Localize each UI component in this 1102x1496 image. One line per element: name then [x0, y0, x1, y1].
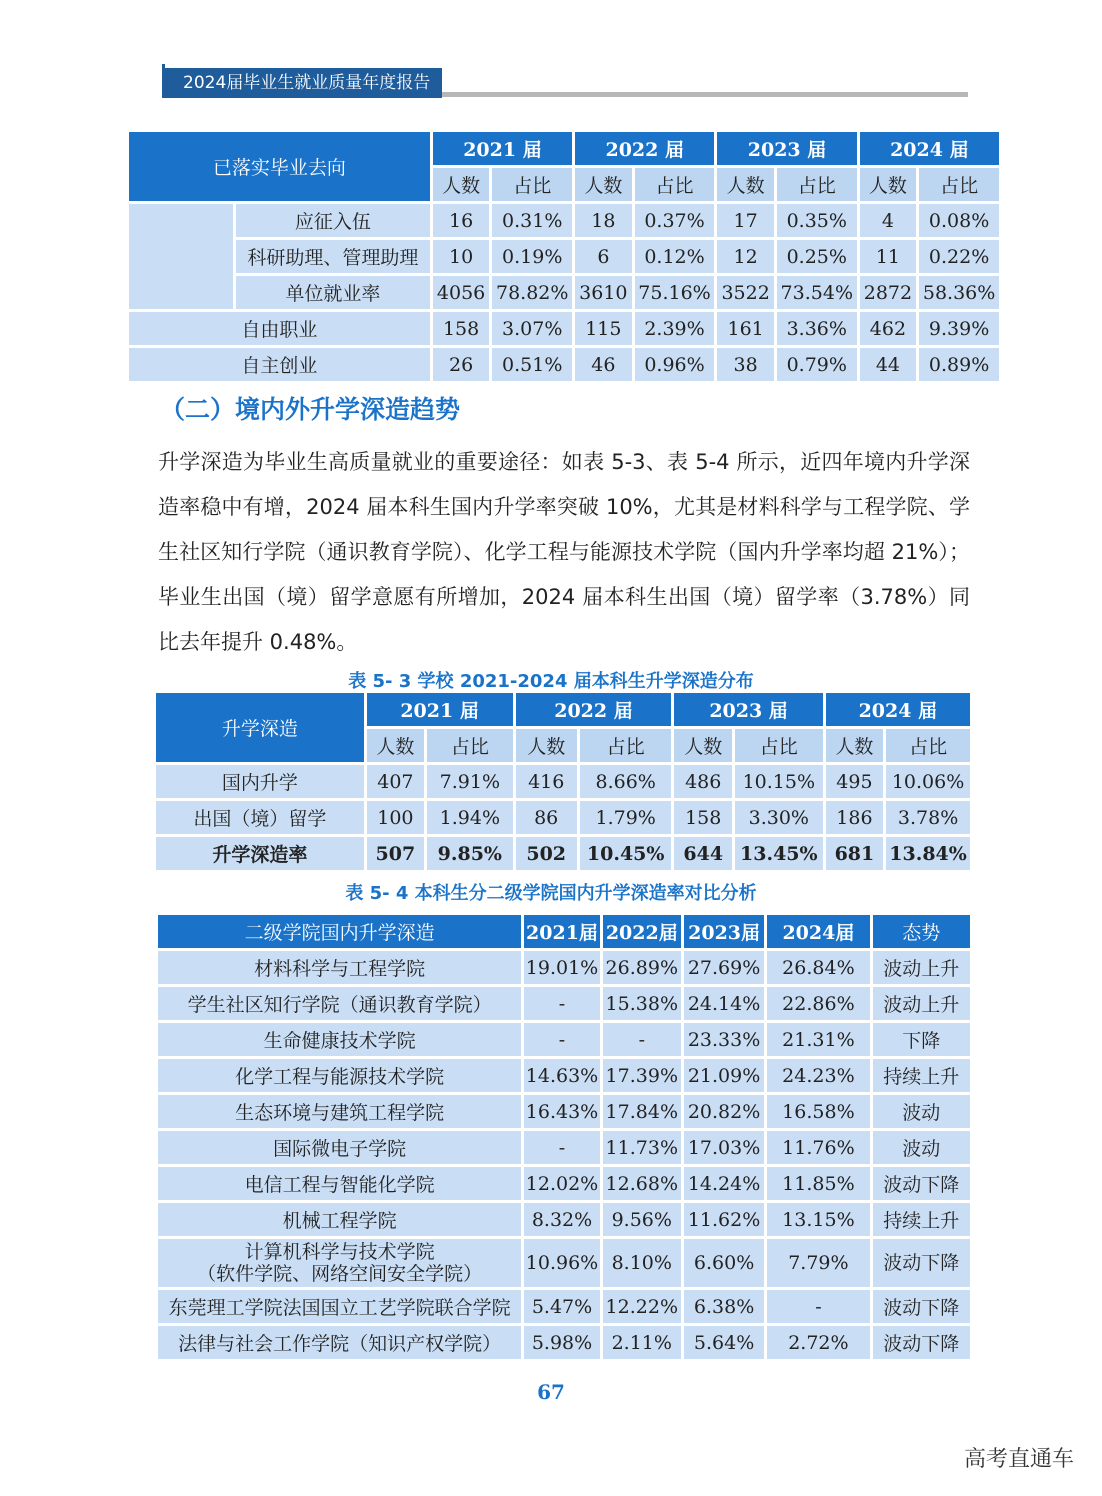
value-cell: 0.25% — [777, 240, 857, 273]
value-cell: 46 — [575, 348, 632, 381]
value-cell: 0.96% — [635, 348, 715, 381]
value-cell: 1.79% — [580, 801, 672, 834]
value-cell: 13.45% — [735, 837, 823, 870]
college-name — [158, 1131, 521, 1164]
count-header: 人数 — [674, 729, 731, 762]
trend-cell: 波动上升 — [873, 951, 970, 984]
year-header: 2021 届 — [433, 132, 572, 165]
value-cell: 161 — [717, 312, 774, 345]
college-name-line: 电信工程与智能化学院 — [244, 1174, 435, 1196]
table-row — [156, 801, 970, 834]
table-corner: 升学深造 — [156, 693, 364, 762]
rate-cell: - — [767, 1290, 869, 1323]
college-name-line: 国际微电子学院 — [273, 1138, 407, 1160]
value-cell: 115 — [575, 312, 632, 345]
value-cell: 0.79% — [777, 348, 857, 381]
trend-cell: 持续上升 — [873, 1203, 970, 1236]
value-cell: 10 — [433, 240, 490, 273]
college-name — [158, 1095, 521, 1128]
value-cell: 0.37% — [635, 204, 715, 237]
rate-cell: 14.63% — [524, 1059, 599, 1092]
rate-cell: 6.60% — [684, 1239, 764, 1287]
rate-cell: 22.86% — [767, 987, 869, 1020]
rate-cell: 19.01% — [524, 951, 599, 984]
table-row — [158, 987, 970, 1020]
value-cell: 75.16% — [635, 276, 715, 309]
value-cell: 3522 — [717, 276, 774, 309]
rate-cell: 24.23% — [767, 1059, 869, 1092]
column-header: 2022届 — [603, 915, 681, 948]
row-label: 升学深造率 — [156, 837, 364, 870]
total-row — [156, 837, 970, 870]
ratio-header: 占比 — [580, 729, 672, 762]
count-header: 人数 — [826, 729, 883, 762]
value-cell: 0.51% — [492, 348, 572, 381]
college-name — [158, 1290, 521, 1323]
college-name-line: （软件学院、网络空间安全学院） — [197, 1263, 483, 1285]
row-label: 单位就业率 — [236, 276, 430, 309]
rate-cell: 13.15% — [767, 1203, 869, 1236]
college-name — [158, 1059, 521, 1092]
value-cell: 7.91% — [427, 765, 512, 798]
value-cell: 158 — [674, 801, 731, 834]
watermark: 高考直通车 — [963, 1447, 1074, 1472]
trend-cell: 波动下降 — [873, 1290, 970, 1323]
value-cell: 1.94% — [427, 801, 512, 834]
table-caption: 表 5- 4 本科生分二级学院国内升学深造率对比分析 — [345, 883, 757, 904]
table-row — [129, 348, 999, 381]
rate-cell: 5.64% — [684, 1326, 764, 1359]
table-row — [158, 1239, 970, 1287]
value-cell: 158 — [433, 312, 490, 345]
rate-cell: 24.14% — [684, 987, 764, 1020]
count-header: 人数 — [367, 729, 424, 762]
college-name-line: 法律与社会工作学院（知识产权学院） — [178, 1333, 502, 1355]
table-row — [129, 312, 999, 345]
college-name-line: 东莞理工学院法国国立工艺学院联合学院 — [168, 1297, 511, 1319]
ratio-header: 占比 — [735, 729, 823, 762]
trend-cell: 波动 — [873, 1095, 970, 1128]
table-row — [158, 951, 970, 984]
college-name — [158, 1023, 521, 1056]
value-cell: 644 — [674, 837, 731, 870]
year-header: 2024 届 — [860, 132, 999, 165]
value-cell: 38 — [717, 348, 774, 381]
college-name-line: 生态环境与建筑工程学院 — [235, 1102, 445, 1124]
value-cell: 18 — [575, 204, 632, 237]
trend-cell: 波动下降 — [873, 1167, 970, 1200]
page-number: 67 — [537, 1380, 565, 1404]
rate-cell: - — [524, 1023, 599, 1056]
ratio-header: 占比 — [427, 729, 512, 762]
row-label: 科研助理、管理助理 — [236, 240, 430, 273]
value-cell: 16 — [433, 204, 490, 237]
table-row — [158, 1167, 970, 1200]
table-corner: 已落实毕业去向 — [129, 132, 430, 201]
value-cell: 12 — [717, 240, 774, 273]
value-cell: 0.22% — [919, 240, 999, 273]
row-label: 自由职业 — [129, 312, 430, 345]
value-cell: 3610 — [575, 276, 632, 309]
rate-cell: 21.09% — [684, 1059, 764, 1092]
rate-cell: 26.84% — [767, 951, 869, 984]
value-cell: 416 — [516, 765, 577, 798]
rate-cell: 17.39% — [603, 1059, 681, 1092]
value-cell: 3.78% — [886, 801, 970, 834]
rate-cell: 21.31% — [767, 1023, 869, 1056]
value-cell: 13.84% — [886, 837, 970, 870]
rate-cell: 27.69% — [684, 951, 764, 984]
rate-cell: 11.76% — [767, 1131, 869, 1164]
value-cell: 9.85% — [427, 837, 512, 870]
value-cell: 26 — [433, 348, 490, 381]
table-row — [129, 204, 999, 237]
count-header: 人数 — [516, 729, 577, 762]
column-header: 2021届 — [524, 915, 599, 948]
rate-cell: 6.38% — [684, 1290, 764, 1323]
rate-cell: 5.47% — [524, 1290, 599, 1323]
rate-cell: 17.03% — [684, 1131, 764, 1164]
ratio-header: 占比 — [886, 729, 970, 762]
value-cell: 44 — [860, 348, 917, 381]
value-cell: 0.19% — [492, 240, 572, 273]
rate-cell: 14.24% — [684, 1167, 764, 1200]
value-cell: 9.39% — [919, 312, 999, 345]
ratio-header: 占比 — [635, 168, 715, 201]
rate-cell: - — [524, 1131, 599, 1164]
year-header: 2023 届 — [674, 693, 822, 726]
table-row — [158, 1326, 970, 1359]
college-name-line: 机械工程学院 — [282, 1210, 397, 1232]
value-cell: 10.45% — [580, 837, 672, 870]
college-name — [158, 1203, 521, 1236]
further-study-table — [153, 690, 973, 873]
rate-cell: 12.02% — [524, 1167, 599, 1200]
rate-cell: 11.62% — [684, 1203, 764, 1236]
table-caption: 表 5- 3 学校 2021-2024 届本科生升学深造分布 — [348, 671, 754, 692]
value-cell: 681 — [826, 837, 883, 870]
ratio-header: 占比 — [919, 168, 999, 201]
value-cell: 8.66% — [580, 765, 672, 798]
row-label: 出国（境）留学 — [156, 801, 364, 834]
table-row — [129, 240, 999, 273]
college-name — [158, 987, 521, 1020]
trend-cell: 波动上升 — [873, 987, 970, 1020]
ratio-header: 占比 — [777, 168, 857, 201]
college-name — [158, 951, 521, 984]
value-cell: 100 — [367, 801, 424, 834]
count-header: 人数 — [433, 168, 490, 201]
value-cell: 86 — [516, 801, 577, 834]
value-cell: 6 — [575, 240, 632, 273]
trend-cell: 波动下降 — [873, 1326, 970, 1359]
year-header: 2024 届 — [826, 693, 970, 726]
college-name-line: 生命健康技术学院 — [263, 1030, 416, 1052]
value-cell: 58.36% — [919, 276, 999, 309]
value-cell: 0.89% — [919, 348, 999, 381]
college-name — [158, 1239, 521, 1287]
header-title: 2024届毕业生就业质量年度报告 — [162, 68, 442, 98]
column-header: 2023届 — [684, 915, 764, 948]
trend-cell: 下降 — [873, 1023, 970, 1056]
rate-cell: 23.33% — [684, 1023, 764, 1056]
value-cell: 4 — [860, 204, 917, 237]
value-cell: 486 — [674, 765, 731, 798]
group-cell — [129, 204, 233, 309]
section-title: （二）境内外升学深造趋势 — [160, 395, 461, 424]
value-cell: 17 — [717, 204, 774, 237]
year-header: 2023 届 — [717, 132, 856, 165]
year-header: 2022 届 — [575, 132, 714, 165]
table-row — [158, 1290, 970, 1323]
value-cell: 3.30% — [735, 801, 823, 834]
row-label: 自主创业 — [129, 348, 430, 381]
column-header: 2024届 — [767, 915, 869, 948]
rate-cell: 26.89% — [603, 951, 681, 984]
rate-cell: 16.58% — [767, 1095, 869, 1128]
college-name-line: 化学工程与能源技术学院 — [235, 1066, 445, 1088]
trend-cell: 波动 — [873, 1131, 970, 1164]
value-cell: 11 — [860, 240, 917, 273]
table-row — [158, 1131, 970, 1164]
value-cell: 2.39% — [635, 312, 715, 345]
value-cell: 0.12% — [635, 240, 715, 273]
table-row — [158, 1095, 970, 1128]
count-header: 人数 — [575, 168, 632, 201]
rate-cell: 8.32% — [524, 1203, 599, 1236]
value-cell: 78.82% — [492, 276, 572, 309]
rate-cell: 2.72% — [767, 1326, 869, 1359]
college-comparison-table — [155, 912, 973, 1362]
rate-cell: 12.68% — [603, 1167, 681, 1200]
count-header: 人数 — [717, 168, 774, 201]
value-cell: 3.36% — [777, 312, 857, 345]
value-cell: 495 — [826, 765, 883, 798]
rate-cell: 5.98% — [524, 1326, 599, 1359]
value-cell: 0.08% — [919, 204, 999, 237]
trend-cell: 波动下降 — [873, 1239, 970, 1287]
rate-cell: 16.43% — [524, 1095, 599, 1128]
rate-cell: 9.56% — [603, 1203, 681, 1236]
count-header: 人数 — [860, 168, 917, 201]
college-name-line: 学生社区知行学院（通识教育学院） — [187, 994, 492, 1016]
rate-cell: 2.11% — [603, 1326, 681, 1359]
section-paragraph: 升学深造为毕业生高质量就业的重要途径：如表 5-3、表 5-4 所示，近四年境内升学深造率稳中有增，2024 届本科生国内升学率突破 10%，尤其是材料科学与工程学院、学生社区知行学院（通识教育学院）、化学工程与能源技术学院（国内升学率均超 21%）；毕业生出国（境）留学意愿有所增加，2024 届本科生出国（境）留学率（3.78%）同比去年提升 0.48%。 — [158, 450, 970, 654]
rate-cell: 11.73% — [603, 1131, 681, 1164]
table-row — [158, 1059, 970, 1092]
rate-cell: 7.79% — [767, 1239, 869, 1287]
value-cell: 507 — [367, 837, 424, 870]
report-header — [162, 68, 968, 98]
college-name-line: 材料科学与工程学院 — [254, 958, 426, 980]
table-row — [158, 1023, 970, 1056]
value-cell: 2872 — [860, 276, 917, 309]
rate-cell: 12.22% — [603, 1290, 681, 1323]
row-label: 应征入伍 — [236, 204, 430, 237]
value-cell: 502 — [516, 837, 577, 870]
trend-cell: 持续上升 — [873, 1059, 970, 1092]
college-name — [158, 1326, 521, 1359]
rate-cell: - — [603, 1023, 681, 1056]
year-header: 2021 届 — [367, 693, 513, 726]
rate-cell: - — [524, 987, 599, 1020]
value-cell: 462 — [860, 312, 917, 345]
year-header: 2022 届 — [516, 693, 672, 726]
value-cell: 10.15% — [735, 765, 823, 798]
rate-cell: 8.10% — [603, 1239, 681, 1287]
rate-cell: 11.85% — [767, 1167, 869, 1200]
value-cell: 0.35% — [777, 204, 857, 237]
rate-cell: 17.84% — [603, 1095, 681, 1128]
value-cell: 186 — [826, 801, 883, 834]
value-cell: 407 — [367, 765, 424, 798]
table-row — [156, 765, 970, 798]
table-row — [129, 276, 999, 309]
value-cell: 10.06% — [886, 765, 970, 798]
college-name — [158, 1167, 521, 1200]
rate-cell: 20.82% — [684, 1095, 764, 1128]
table-row — [158, 1203, 970, 1236]
column-header: 态势 — [873, 915, 970, 948]
value-cell: 3.07% — [492, 312, 572, 345]
value-cell: 73.54% — [777, 276, 857, 309]
rate-cell: 10.96% — [524, 1239, 599, 1287]
value-cell: 4056 — [433, 276, 490, 309]
college-name-line: 计算机科学与技术学院 — [244, 1241, 435, 1263]
column-header: 二级学院国内升学深造 — [158, 915, 521, 948]
row-label: 国内升学 — [156, 765, 364, 798]
ratio-header: 占比 — [492, 168, 572, 201]
employment-destination-table — [126, 129, 1002, 384]
rate-cell: 15.38% — [603, 987, 681, 1020]
value-cell: 0.31% — [492, 204, 572, 237]
